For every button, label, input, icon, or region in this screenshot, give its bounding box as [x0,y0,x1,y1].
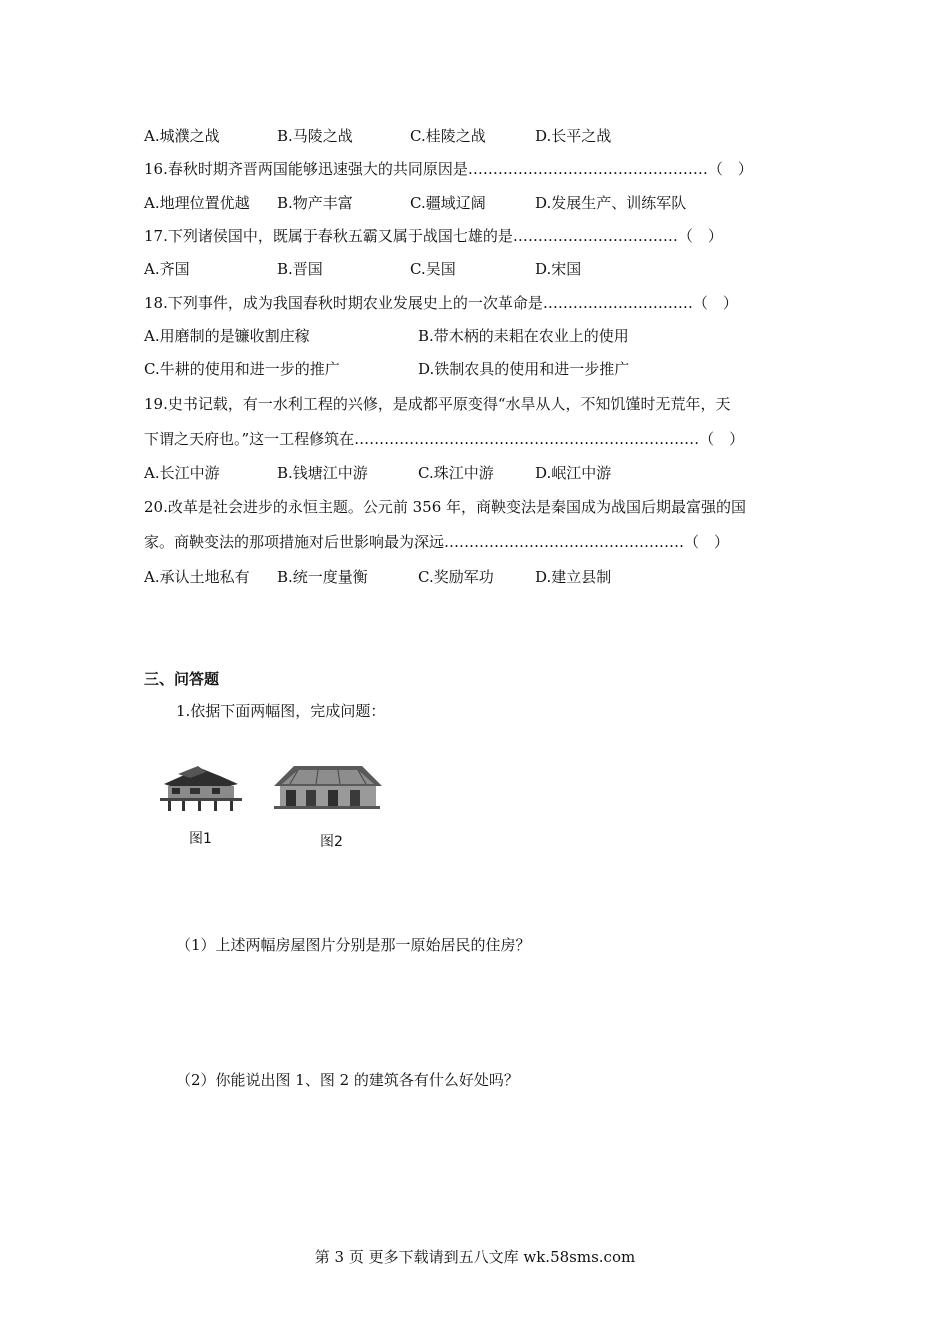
option: A.地理位置优越 [144,194,250,212]
q16-options [144,193,686,213]
question-20-stem-line2: 家。商鞅变法的那项措施对后世影响最为深远…………………………………………（ ） [144,533,730,551]
figure-1-stilt-house [160,762,242,812]
option: D.发展生产、训练军队 [535,194,687,212]
q20-options [144,567,611,587]
q18-options-row1 [144,326,629,346]
option: D.宋国 [535,260,582,278]
option: D.铁制农具的使用和进一步推广 [418,360,630,378]
option: C.牛耕的使用和进一步的推广 [144,360,340,378]
option: B.晋国 [277,260,323,278]
option: A.齐国 [144,260,190,278]
figure-2-house [270,762,384,812]
option: A.承认土地私有 [144,568,250,586]
q15-options [144,126,611,146]
q19-options [144,463,611,483]
figure-1-caption: 图1 [189,831,212,847]
option: D.建立县制 [535,568,612,586]
question-18-stem: 18.下列事件，成为我国春秋时期农业发展史上的一次革命是…………………………（ ） [144,294,738,312]
essay-question-1: 1.依据下面两幅图，完成问题： [176,702,386,720]
q17-options [144,259,581,279]
option: A.城濮之战 [144,127,220,145]
option: C.珠江中游 [418,464,494,482]
question-19-stem-line1: 19.史书记载，有一水利工程的兴修，是成都平原变得“水旱从人，不知饥馑时无荒年，天 [144,395,731,413]
option: D.长平之战 [535,127,612,145]
page-footer: 第 3 页 更多下载请到五八文库 wk.58sms.com [314,1248,636,1266]
question-19-stem-line2: 下谓之天府也。”这一工程修筑在……………………………………………………………（ ） [144,430,745,448]
option: B.带木柄的耒耜在农业上的使用 [418,327,629,345]
option: B.物产丰富 [277,194,353,212]
option: C.奖励军功 [418,568,494,586]
question-16-stem: 16.春秋时期齐晋两国能够迅速强大的共同原因是…………………………………………（ ） [144,160,753,178]
option: B.统一度量衡 [277,568,368,586]
question-20-stem-line1: 20.改革是社会进步的永恒主题。公元前 356 年，商鞅变法是秦国成为战国后期最富强的国 [144,498,747,516]
option: A.用磨制的是镰收割庄稼 [144,327,310,345]
q18-options-row2 [144,359,629,379]
question-17-stem: 17.下列诸侯国中，既属于春秋五霸又属于战国七雄的是……………………………（ ） [144,227,723,245]
section-heading: 三、问答题 [144,670,220,688]
option: B.马陵之战 [277,127,353,145]
option: A.长江中游 [144,464,220,482]
option: C.吴国 [410,260,456,278]
option: D.岷江中游 [535,464,612,482]
option: C.疆域辽阔 [410,194,486,212]
option: B.钱塘江中游 [277,464,368,482]
essay-subquestion-1: （1）上述两幅房屋图片分别是那一原始居民的住房？ [176,936,531,954]
option: C.桂陵之战 [410,127,486,145]
figure-2-caption: 图2 [320,834,343,850]
essay-subquestion-2: （2）你能说出图 1、图 2 的建筑各有什么好处吗？ [176,1071,519,1089]
